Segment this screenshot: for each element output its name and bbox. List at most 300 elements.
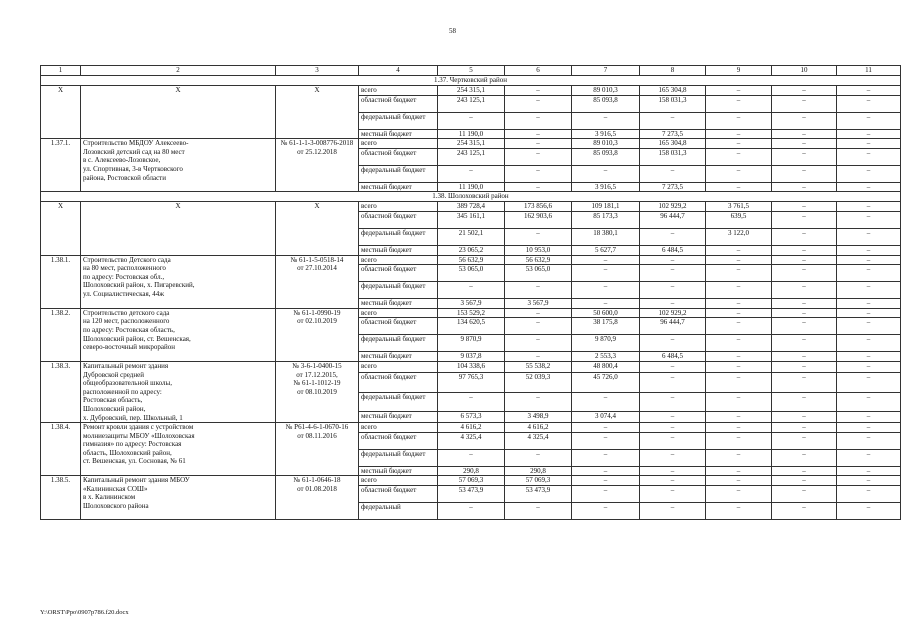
document-ref-line: Х (314, 86, 320, 94)
amount-cell: – (505, 165, 572, 182)
amount-cell: – (772, 112, 837, 129)
amount-cell: – (837, 352, 901, 362)
amount-cell: 10 953,0 (505, 245, 572, 255)
amount-cell: – (706, 352, 772, 362)
amount-cell: – (438, 502, 505, 519)
amount-cell: 4 325,4 (505, 432, 572, 449)
amount-cell: – (640, 476, 706, 486)
item-number: 1.38.2. (41, 308, 81, 361)
amount-cell: – (505, 148, 572, 165)
document-ref-line: Х (314, 202, 320, 211)
section-title-row (41, 192, 901, 202)
amount-cell: 23 065,2 (438, 245, 505, 255)
object-name-line: общеобразовательной школы, (83, 379, 172, 388)
object-name-line: Строительство детского сада (83, 308, 170, 317)
amount-cell: – (772, 449, 837, 466)
object-name-line: по адресу: Ростовская обл., (83, 272, 165, 281)
funding-source: всего (359, 423, 438, 433)
amount-cell: – (772, 282, 837, 299)
column-number: 2 (81, 66, 276, 76)
funding-source: местный бюджет (359, 466, 438, 476)
amount-cell: – (572, 502, 640, 519)
amount-cell: 85 093,8 (572, 148, 640, 165)
page-number: 58 (449, 27, 456, 35)
amount-cell: – (837, 476, 901, 486)
amount-cell: 7 273,5 (640, 129, 706, 139)
object-name (81, 202, 276, 255)
document-ref (276, 476, 359, 520)
amount-cell: 165 304,8 (640, 139, 706, 149)
document-ref-line: от 08.11.2016 (297, 431, 337, 440)
amount-cell: – (772, 361, 837, 372)
funding-source: областной бюджет (359, 265, 438, 282)
amount-cell: – (572, 449, 640, 466)
amount-cell: – (572, 299, 640, 309)
object-name-line: Х (175, 86, 181, 94)
amount-cell: – (706, 148, 772, 165)
amount-cell: 158 031,3 (640, 95, 706, 112)
amount-cell: – (772, 202, 837, 212)
amount-cell: 50 600,0 (572, 308, 640, 318)
column-number-row (41, 66, 901, 76)
amount-cell: 11 190,0 (438, 129, 505, 139)
amount-cell: – (772, 432, 837, 449)
table-body (41, 66, 901, 520)
amount-cell: 173 856,6 (505, 202, 572, 212)
column-number: 4 (359, 66, 438, 76)
amount-cell: – (505, 502, 572, 519)
object-name-line: в х. Калининском (83, 493, 136, 502)
amount-cell: – (640, 392, 706, 412)
amount-cell: 53 473,9 (505, 485, 572, 502)
object-name (81, 86, 276, 139)
object-name (81, 308, 276, 361)
amount-cell: – (640, 412, 706, 423)
amount-cell: – (837, 228, 901, 245)
document-ref-line: № 3-6-1-0400-15 (292, 361, 342, 370)
amount-cell: – (837, 255, 901, 265)
amount-cell: – (572, 485, 640, 502)
amount-cell: – (772, 318, 837, 335)
amount-cell: – (706, 129, 772, 139)
amount-cell: 3 916,5 (572, 129, 640, 139)
object-name-line: северо-восточный микрорайон (83, 343, 175, 352)
amount-cell: 45 726,0 (572, 372, 640, 392)
object-name-line: Лозовский детский сад на 80 мест (83, 147, 185, 156)
document-ref-line: от 08.10.2019 (297, 387, 337, 396)
amount-cell: 165 304,8 (640, 86, 706, 96)
amount-cell: – (837, 423, 901, 433)
document-ref-line: № 61-1-0990-19 (293, 308, 341, 317)
funding-source: федеральный бюджет (359, 449, 438, 466)
document-ref (276, 139, 359, 192)
amount-cell: 53 473,9 (438, 485, 505, 502)
document-ref-line: от 02.10.2019 (297, 317, 337, 326)
amount-cell: – (772, 228, 837, 245)
amount-cell: – (572, 423, 640, 433)
amount-cell: – (837, 485, 901, 502)
amount-cell: – (706, 255, 772, 265)
amount-cell: 97 765,3 (438, 372, 505, 392)
amount-cell: – (706, 502, 772, 519)
amount-cell: – (837, 299, 901, 309)
amount-cell: 89 010,3 (572, 139, 640, 149)
column-number: 11 (837, 66, 901, 76)
amount-cell: – (640, 299, 706, 309)
funding-source: всего (359, 139, 438, 149)
amount-cell: – (505, 392, 572, 412)
object-name-line: гимназия» по адресу: Ростовская (83, 440, 182, 449)
amount-cell: 290,8 (505, 466, 572, 476)
item-number: 1.38.1. (41, 255, 81, 308)
funding-source: местный бюджет (359, 352, 438, 362)
amount-cell: 3 074,4 (572, 412, 640, 423)
column-number: 8 (640, 66, 706, 76)
amount-cell: – (438, 112, 505, 129)
amount-cell: 102 929,2 (640, 308, 706, 318)
funding-source: областной бюджет (359, 372, 438, 392)
budget-table (40, 65, 901, 520)
table-row (41, 139, 901, 149)
amount-cell: – (837, 245, 901, 255)
amount-cell: – (772, 299, 837, 309)
amount-cell: – (640, 372, 706, 392)
item-number: 1.37.1. (41, 139, 81, 192)
amount-cell: – (640, 485, 706, 502)
object-name-line: Строительство МБДОУ Алексеево- (83, 139, 189, 148)
amount-cell: – (572, 432, 640, 449)
amount-cell: – (772, 211, 837, 228)
amount-cell: 6 573,3 (438, 412, 505, 423)
document-ref-line: от 01.08.2018 (297, 484, 337, 493)
object-name-line: Ремонт кровли здания с устройством (83, 423, 194, 432)
amount-cell: – (706, 432, 772, 449)
amount-cell: 21 502,1 (438, 228, 505, 245)
object-name-line: Шолоховский район, (83, 404, 146, 413)
object-name-line: на 120 мест, расположенного (83, 317, 170, 326)
amount-cell: – (772, 95, 837, 112)
amount-cell: 56 632,9 (438, 255, 505, 265)
column-number: 6 (505, 66, 572, 76)
column-number: 3 (276, 66, 359, 76)
amount-cell: – (837, 502, 901, 519)
object-name-line: расположенной по адресу: (83, 387, 162, 396)
document-ref (276, 308, 359, 361)
amount-cell: – (772, 392, 837, 412)
amount-cell: – (837, 372, 901, 392)
funding-source: федеральный бюджет (359, 112, 438, 129)
amount-cell: – (640, 335, 706, 352)
funding-source: федеральный бюджет (359, 228, 438, 245)
amount-cell: 104 338,6 (438, 361, 505, 372)
object-name-line: «Калининская СОШ» (83, 484, 148, 493)
table-row (41, 255, 901, 265)
amount-cell: – (837, 139, 901, 149)
amount-cell: – (837, 265, 901, 282)
funding-source: всего (359, 255, 438, 265)
amount-cell: – (640, 432, 706, 449)
amount-cell: – (572, 282, 640, 299)
amount-cell: 153 529,2 (438, 308, 505, 318)
funding-source: местный бюджет (359, 129, 438, 139)
amount-cell: – (505, 308, 572, 318)
funding-source: местный бюджет (359, 299, 438, 309)
amount-cell: – (640, 228, 706, 245)
amount-cell: 4 616,2 (505, 423, 572, 433)
object-name-line: х. Дубровский, пер. Школьный, 1 (83, 413, 183, 422)
amount-cell: – (837, 282, 901, 299)
amount-cell: – (640, 265, 706, 282)
amount-cell: 5 627,7 (572, 245, 640, 255)
amount-cell: – (505, 95, 572, 112)
object-name-line: Шолоховского района (83, 502, 149, 511)
amount-cell: – (772, 502, 837, 519)
amount-cell: 4 325,4 (438, 432, 505, 449)
item-number: Х (41, 86, 81, 139)
amount-cell: – (572, 392, 640, 412)
amount-cell: – (837, 361, 901, 372)
section-title: 1.37. Чертковский район (41, 76, 901, 86)
object-name-line: Шолоховский район, ст. Вешенская, (83, 334, 191, 343)
document-ref-line: от 25.12.2018 (297, 147, 337, 156)
amount-cell: – (640, 165, 706, 182)
amount-cell: – (837, 182, 901, 192)
table-row (41, 423, 901, 433)
amount-cell: 3 761,5 (706, 202, 772, 212)
document-ref-line: № 61-1-1012-19 (293, 379, 341, 388)
funding-source: областной бюджет (359, 95, 438, 112)
amount-cell: 18 380,1 (572, 228, 640, 245)
amount-cell: – (640, 466, 706, 476)
amount-cell: 290,8 (438, 466, 505, 476)
amount-cell: – (837, 412, 901, 423)
amount-cell: 9 870,9 (438, 335, 505, 352)
amount-cell: 96 444,7 (640, 318, 706, 335)
amount-cell: 9 870,9 (572, 335, 640, 352)
amount-cell: – (772, 165, 837, 182)
amount-cell: – (706, 182, 772, 192)
amount-cell: 11 190,0 (438, 182, 505, 192)
object-name-line: по адресу: Ростовская область, (83, 325, 175, 334)
amount-cell: 158 031,3 (640, 148, 706, 165)
funding-source: всего (359, 202, 438, 212)
document-ref-line: № 61-1-1-3-008776-2018 (280, 139, 354, 148)
amount-cell: – (772, 245, 837, 255)
amount-cell: – (505, 112, 572, 129)
funding-source: областной бюджет (359, 432, 438, 449)
amount-cell: – (505, 449, 572, 466)
file-path-footer: Y:\ORST\Ppo\0907p786.f20.docx (40, 609, 129, 616)
amount-cell: – (640, 255, 706, 265)
object-name (81, 139, 276, 192)
document-ref (276, 86, 359, 139)
amount-cell: – (772, 265, 837, 282)
amount-cell: 254 315,1 (438, 139, 505, 149)
amount-cell: 254 315,1 (438, 86, 505, 96)
amount-cell: – (706, 335, 772, 352)
amount-cell: – (837, 202, 901, 212)
document-ref-line: от 27.10.2014 (297, 264, 337, 273)
funding-source: федеральный (359, 502, 438, 519)
amount-cell: – (772, 412, 837, 423)
amount-cell: – (640, 361, 706, 372)
table-row (41, 86, 901, 96)
object-name-line: молниезащиты МБОУ «Шолоховская (83, 431, 195, 440)
amount-cell: 55 538,2 (505, 361, 572, 372)
amount-cell: – (837, 211, 901, 228)
funding-source: местный бюджет (359, 412, 438, 423)
amount-cell: – (837, 318, 901, 335)
object-name-line: область, Шолоховский район, (83, 448, 172, 457)
document-ref-line: от 17.12.2015, (296, 370, 338, 379)
amount-cell: – (572, 112, 640, 129)
amount-cell: – (505, 86, 572, 96)
object-name-line: Капитальный ремонт здания МБОУ (83, 476, 190, 485)
object-name (81, 423, 276, 476)
amount-cell: 7 273,5 (640, 182, 706, 192)
amount-cell: 243 125,1 (438, 95, 505, 112)
amount-cell: – (572, 476, 640, 486)
amount-cell: – (438, 282, 505, 299)
object-name-line: района, Ростовской области (83, 173, 166, 182)
amount-cell: 243 125,1 (438, 148, 505, 165)
amount-cell: – (706, 449, 772, 466)
amount-cell: 57 069,3 (505, 476, 572, 486)
amount-cell: – (772, 372, 837, 392)
table-row (41, 308, 901, 318)
amount-cell: – (640, 282, 706, 299)
column-number: 5 (438, 66, 505, 76)
amount-cell: – (505, 228, 572, 245)
amount-cell: 52 039,3 (505, 372, 572, 392)
amount-cell: – (505, 139, 572, 149)
item-number: Х (41, 202, 81, 255)
amount-cell: – (438, 392, 505, 412)
table-row (41, 202, 901, 212)
amount-cell: – (772, 485, 837, 502)
amount-cell: – (572, 466, 640, 476)
amount-cell: – (572, 165, 640, 182)
amount-cell: – (772, 139, 837, 149)
amount-cell: – (772, 255, 837, 265)
object-name-line: Капитальный ремонт здания (83, 361, 169, 370)
amount-cell: 639,5 (706, 211, 772, 228)
amount-cell: – (772, 308, 837, 318)
amount-cell: – (706, 423, 772, 433)
item-number: 1.38.4. (41, 423, 81, 476)
amount-cell: – (837, 466, 901, 476)
amount-cell: 38 175,8 (572, 318, 640, 335)
amount-cell: – (837, 165, 901, 182)
amount-cell: 57 069,3 (438, 476, 505, 486)
amount-cell: – (706, 165, 772, 182)
amount-cell: – (772, 129, 837, 139)
amount-cell: – (706, 361, 772, 372)
amount-cell: – (837, 86, 901, 96)
object-name-line: ст. Вешенская, ул. Сосновая, № 61 (83, 457, 186, 466)
amount-cell: – (706, 95, 772, 112)
amount-cell: – (772, 466, 837, 476)
table-row (41, 361, 901, 372)
funding-source: федеральный бюджет (359, 335, 438, 352)
amount-cell: 85 093,8 (572, 95, 640, 112)
item-number: 1.38.3. (41, 361, 81, 422)
object-name-line: Ростовская область, (83, 396, 143, 405)
amount-cell: – (706, 476, 772, 486)
document-ref-line: № Р61-4-6-1-0670-16 (285, 423, 349, 432)
item-number: 1.38.5. (41, 476, 81, 520)
amount-cell: – (706, 412, 772, 423)
amount-cell: – (772, 86, 837, 96)
document-ref (276, 202, 359, 255)
amount-cell: – (572, 265, 640, 282)
amount-cell: – (837, 148, 901, 165)
funding-source: местный бюджет (359, 182, 438, 192)
amount-cell: 345 161,1 (438, 211, 505, 228)
object-name (81, 476, 276, 520)
amount-cell: – (706, 485, 772, 502)
amount-cell: 3 916,5 (572, 182, 640, 192)
document-ref (276, 423, 359, 476)
funding-source: федеральный бюджет (359, 392, 438, 412)
funding-source: всего (359, 86, 438, 96)
object-name-line: ул. Спортивная, 3-в Чертковского (83, 164, 183, 173)
amount-cell: 6 484,5 (640, 352, 706, 362)
amount-cell: 53 065,0 (505, 265, 572, 282)
amount-cell: – (438, 449, 505, 466)
amount-cell: – (837, 449, 901, 466)
amount-cell: – (640, 423, 706, 433)
column-number: 1 (41, 66, 81, 76)
amount-cell: 85 173,3 (572, 211, 640, 228)
document-ref-line: № 61-1-5-0518-14 (290, 255, 344, 264)
amount-cell: – (438, 165, 505, 182)
amount-cell: – (706, 318, 772, 335)
object-name-line: Шолоховский район, х. Пигаревский, (83, 281, 195, 290)
funding-source: областной бюджет (359, 148, 438, 165)
amount-cell: – (772, 352, 837, 362)
amount-cell: 3 567,9 (438, 299, 505, 309)
amount-cell: – (706, 112, 772, 129)
column-number: 9 (706, 66, 772, 76)
amount-cell: 162 903,6 (505, 211, 572, 228)
amount-cell: – (706, 245, 772, 255)
amount-cell: 389 728,4 (438, 202, 505, 212)
object-name (81, 255, 276, 308)
amount-cell: – (505, 318, 572, 335)
funding-source: областной бюджет (359, 318, 438, 335)
amount-cell: 48 800,4 (572, 361, 640, 372)
amount-cell: – (837, 308, 901, 318)
document-ref (276, 255, 359, 308)
object-name-line: на 80 мест, расположенного (83, 264, 166, 273)
amount-cell: 4 616,2 (438, 423, 505, 433)
amount-cell: – (706, 265, 772, 282)
object-name-line: Строительство Детского сада (83, 255, 171, 264)
amount-cell: – (837, 335, 901, 352)
amount-cell: 2 553,3 (572, 352, 640, 362)
funding-source: федеральный бюджет (359, 282, 438, 299)
object-name-line: Х (175, 202, 181, 211)
amount-cell: 134 620,5 (438, 318, 505, 335)
funding-source: областной бюджет (359, 211, 438, 228)
funding-source: федеральный бюджет (359, 165, 438, 182)
table-row (41, 476, 901, 486)
amount-cell: – (772, 335, 837, 352)
amount-cell: 56 632,9 (505, 255, 572, 265)
object-name (81, 361, 276, 422)
amount-cell: – (772, 182, 837, 192)
